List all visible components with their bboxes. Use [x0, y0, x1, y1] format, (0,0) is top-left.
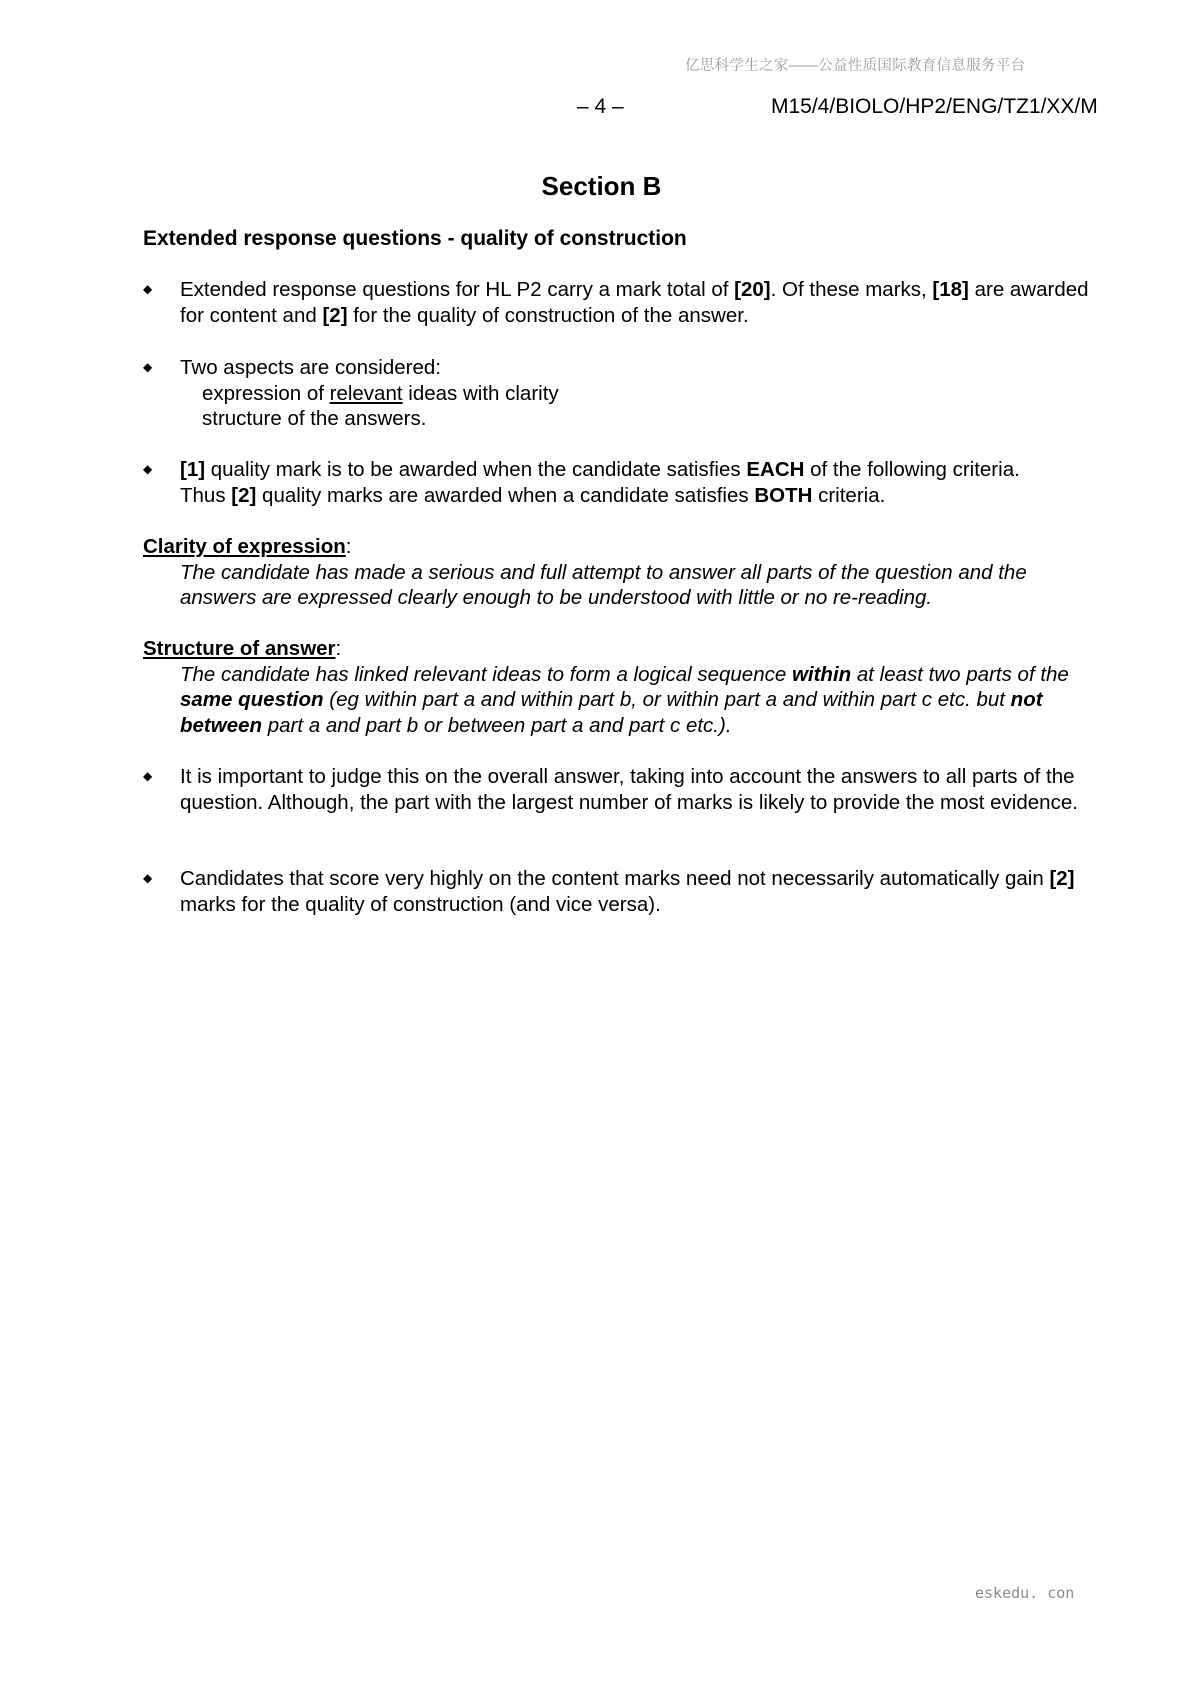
- watermark-top: 亿思科学生之家——公益性质国际教育信息服务平台: [685, 58, 1026, 74]
- aspect-line-structure: structure of the answers.: [202, 407, 427, 431]
- criterion-heading: Clarity of expression:: [143, 535, 352, 558]
- criterion-body: The candidate has linked relevant ideas to form a logical sequence within at least two parts of the same question (eg within part a and within part b, or within part a and within part c etc. but not between part a and part b or between part a and part c etc.).: [180, 662, 1069, 738]
- bullet-text: Extended response questions for HL P2 carry a mark total of [20]. Of these marks, [18] are awarded for content and [2] for the quality of construction of the answer.: [180, 278, 1089, 327]
- bullet-item-two-aspects: [143, 355, 1103, 432]
- bullet-diamond-icon: ◆: [143, 360, 153, 374]
- bullet-item-overall-answer: [143, 764, 1103, 815]
- bullet-text: It is important to judge this on the overall answer, taking into account the answers to all parts of the question. Although, the part with the largest number of marks is likely to provide the most evidence.: [180, 765, 1078, 814]
- bullet-diamond-icon: ◆: [143, 871, 153, 885]
- bullet-item-mark-total: [143, 277, 1103, 328]
- subheading: Extended response questions - quality of construction: [143, 227, 687, 250]
- bullet-text: Candidates that score very highly on the content marks need not necessarily automatically gain [2] marks for the quality of construction (and vice versa).: [180, 867, 1075, 916]
- page-number: – 4 –: [577, 95, 624, 118]
- bullet-diamond-icon: ◆: [143, 769, 153, 783]
- bullet-item-content-marks: [143, 866, 1103, 917]
- criterion-structure: [143, 636, 1103, 739]
- watermark-bottom: eskedu. con: [975, 1584, 1075, 1602]
- criterion-heading: Structure of answer:: [143, 637, 342, 660]
- criterion-body: The candidate has made a serious and full attempt to answer all parts of the question and the answers are expressed clearly enough to be understood with little or no re-reading.: [180, 560, 1027, 610]
- section-title: Section B: [541, 171, 662, 201]
- bullet-item-quality-mark: [143, 457, 1103, 508]
- bullet-diamond-icon: ◆: [143, 462, 153, 476]
- bullet-text: [1] quality mark is to be awarded when the candidate satisfies EACH of the following criteria. Thus [2] quality marks are awarded when a candidate satisfies BOTH criteria.: [180, 458, 1020, 507]
- document-code: M15/4/BIOLO/HP2/ENG/TZ1/XX/M: [771, 95, 1098, 118]
- bullet-text: Two aspects are considered:: [180, 356, 441, 379]
- bullet-diamond-icon: ◆: [143, 282, 153, 296]
- criterion-clarity: [143, 534, 1103, 611]
- aspect-line-expression: expression of relevant ideas with clarity: [202, 381, 559, 405]
